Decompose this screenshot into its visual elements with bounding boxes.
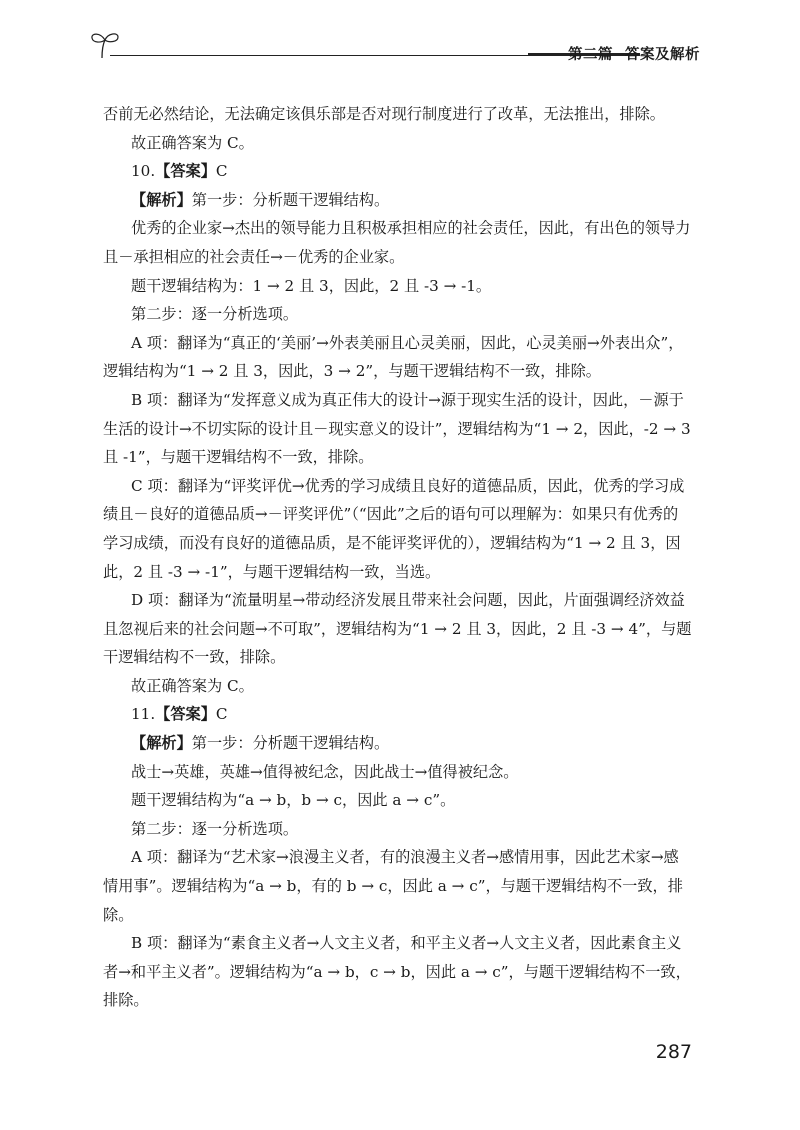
paragraph: 故正确答案为 C。 — [131, 676, 254, 695]
analysis-label: 【解析】 — [131, 190, 192, 209]
running-head-section: 答案及解析 — [625, 47, 700, 63]
question-11-answer — [103, 700, 693, 729]
page-body — [103, 100, 693, 1015]
paragraph: 第二步：逐一分析选项。 — [131, 819, 299, 838]
answer-value: C — [215, 705, 228, 724]
paragraph: 题干逻辑结构为“a → b，b → c，因此 a → c”。 — [131, 791, 456, 810]
option-d: D 项：翻译为“流量明星→带动经济发展且带来社会问题，因此，片面强调经济效益且忽视后来的社会问题→不可取”，逻辑结构为“1 → 2 且 3，因此，2 且 -3 → 4”，与题干逻辑结构不一致，排除。 — [103, 591, 692, 667]
question-11-analysis — [103, 729, 693, 758]
question-number: 11. — [131, 705, 156, 724]
question-number: 10. — [131, 162, 156, 181]
option-a: A 项：翻译为“艺术家→浪漫主义者，有的浪漫主义者→感情用事，因此艺术家→感情用事”。逻辑结构为“a → b，有的 b → c，因此 a → c”，与题干逻辑结构不一致，排除。 — [103, 848, 683, 924]
answer-label: 【答案】 — [155, 162, 216, 181]
sprout-icon — [88, 28, 122, 62]
paragraph: 优秀的企业家→杰出的领导能力且积极承担相应的社会责任，因此，有出色的领导力且－承担相应的社会责任→－优秀的企业家。 — [103, 219, 691, 266]
analysis-step: 第一步：分析题干逻辑结构。 — [191, 734, 390, 753]
option-b: B 项：翻译为“素食主义者→人文主义者，和平主义者→人文主义者，因此素食主义者→和平主义者”。逻辑结构为“a → b，c → b，因此 a → c”，与题干逻辑结构不一致，排除。 — [103, 934, 691, 1010]
running-head-part: 第二篇 — [568, 47, 613, 63]
question-10-analysis — [103, 186, 693, 215]
page-header — [88, 28, 700, 68]
paragraph: 第二步：逐一分析选项。 — [131, 305, 299, 324]
answer-value: C — [215, 162, 228, 181]
question-10-answer — [103, 157, 693, 186]
running-head — [568, 43, 700, 64]
page-number: 287 — [655, 1041, 692, 1063]
paragraph: 战士→英雄，英雄→值得被纪念，因此战士→值得被纪念。 — [131, 762, 519, 781]
answer-label: 【答案】 — [155, 705, 216, 724]
paragraph: 故正确答案为 C。 — [131, 133, 254, 152]
analysis-step: 第一步：分析题干逻辑结构。 — [191, 190, 390, 209]
analysis-label: 【解析】 — [131, 734, 192, 753]
option-b: B 项：翻译为“发挥意义成为真正伟大的设计→源于现实生活的设计，因此，－源于生活的设计→不切实际的设计且－现实意义的设计”，逻辑结构为“1 → 2，因此，-2 → 3 且 -1”，与题干逻辑结构不一致，排除。 — [103, 390, 691, 467]
paragraph: 题干逻辑结构为：1 → 2 且 3，因此，2 且 -3 → -1。 — [131, 276, 492, 295]
paragraph: 否前无必然结论，无法确定该俱乐部是否对现行制度进行了改革，无法推出，排除。 — [103, 105, 665, 123]
option-c: C 项：翻译为“评奖评优→优秀的学习成绩且良好的道德品质，因此，优秀的学习成绩且－良好的道德品质→－评奖评优”（“因此”之后的语句可以理解为：如果只有优秀的学习成绩，而没有良好的道德品质，是不能评奖评优的），逻辑结构为“1 → 2 且 3，因此，2 且 -3 → -1”，与题干逻辑结构一致，当选。 — [103, 476, 685, 581]
option-a: A 项：翻译为“真正的‘美丽’→外表美丽且心灵美丽，因此，心灵美丽→外表出众”，逻辑结构为“1 → 2 且 3，因此，3 → 2”，与题干逻辑结构不一致，排除。 — [103, 333, 684, 381]
